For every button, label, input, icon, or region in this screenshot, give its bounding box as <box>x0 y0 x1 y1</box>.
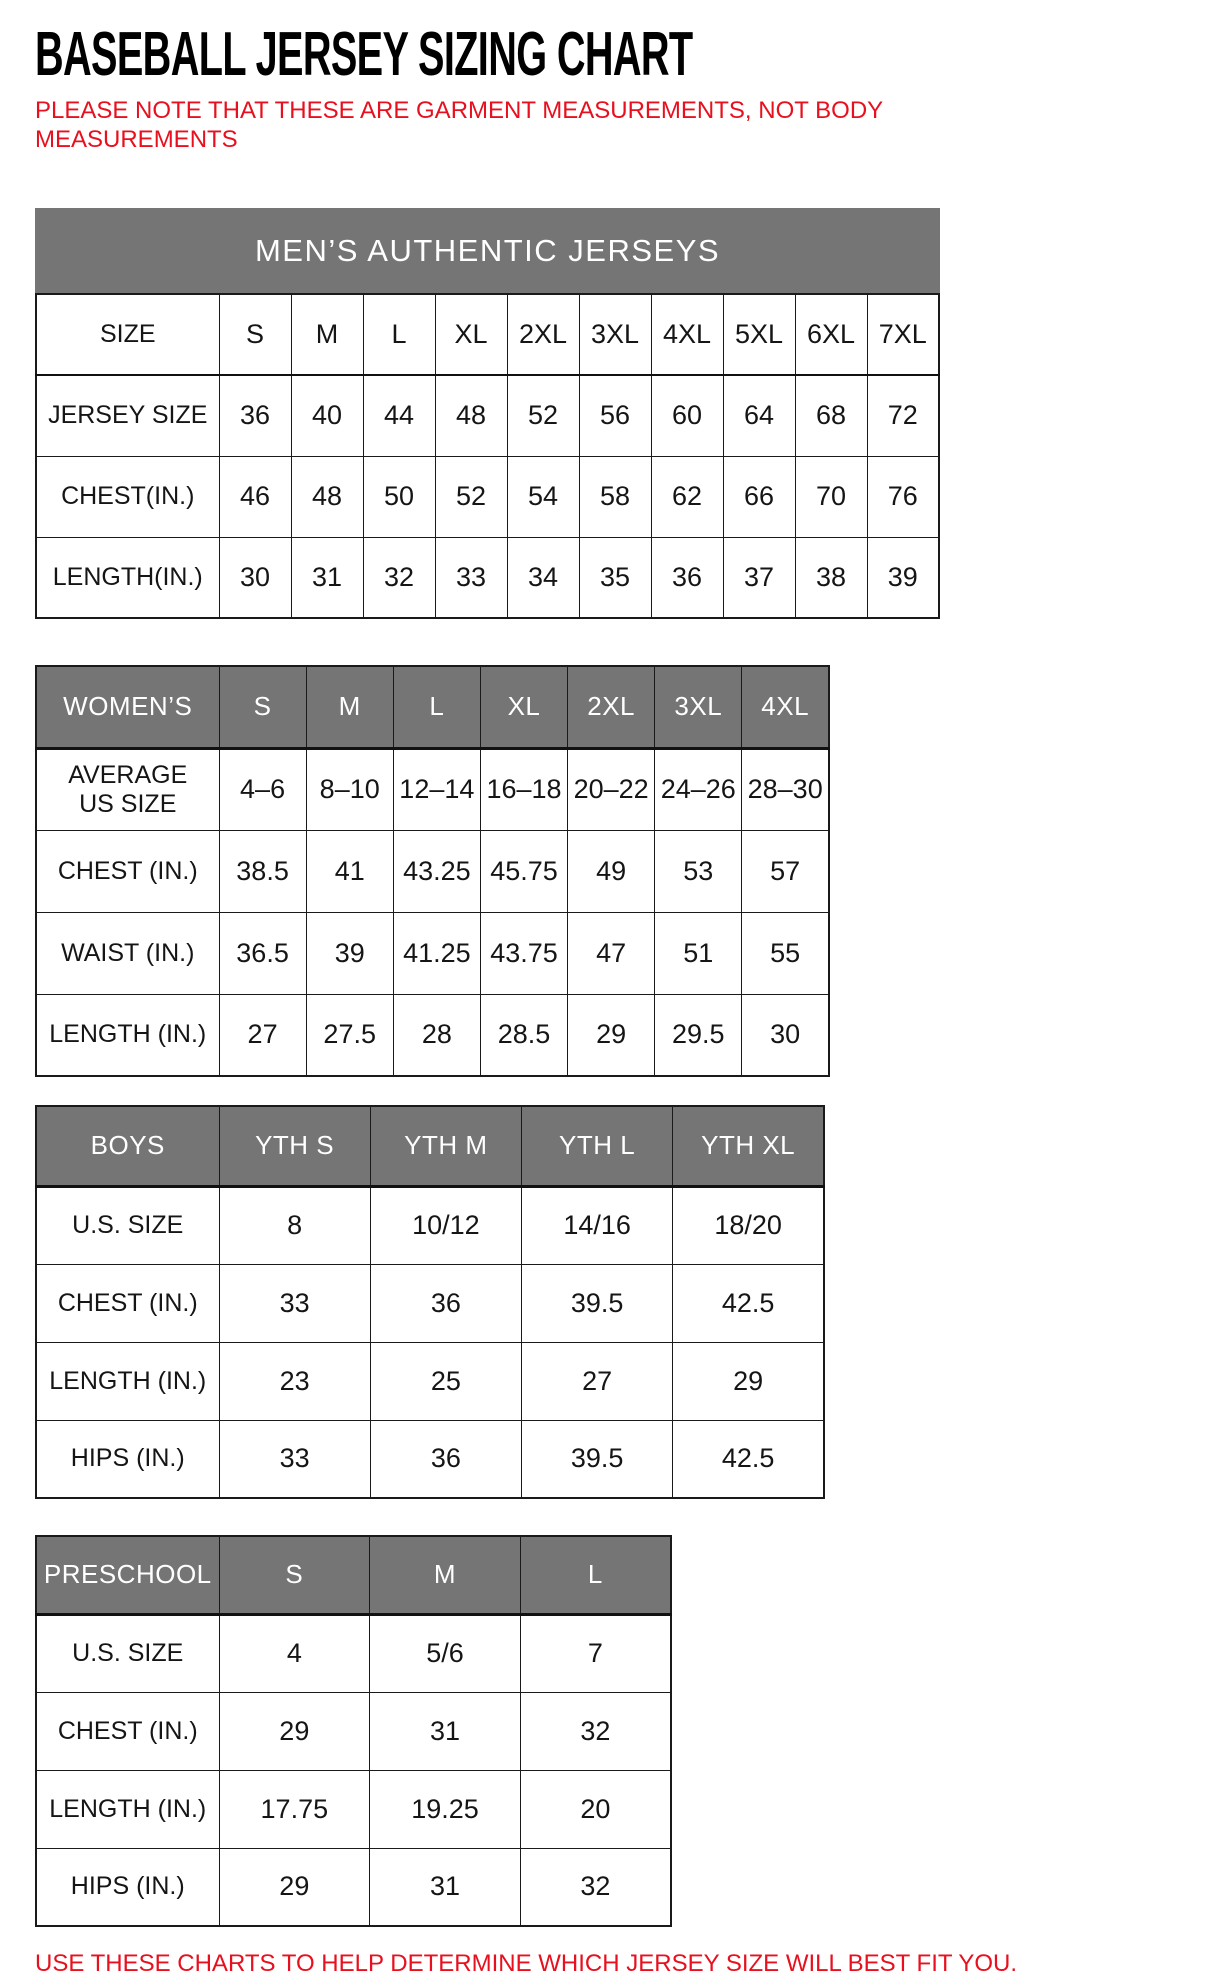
value-cell: 38 <box>795 537 867 618</box>
value-cell: 56 <box>579 375 651 456</box>
value-cell: 24–26 <box>655 748 742 830</box>
table-row <box>36 1614 671 1692</box>
value-cell: 34 <box>507 537 579 618</box>
value-cell: 70 <box>795 456 867 537</box>
value-cell: 33 <box>435 537 507 618</box>
value-cell: 39.5 <box>522 1264 673 1342</box>
preschool-sizing-table <box>35 1535 672 1927</box>
value-cell: 72 <box>867 375 939 456</box>
value-cell: 32 <box>520 1692 671 1770</box>
value-cell: 39.5 <box>522 1420 673 1498</box>
table-row <box>36 456 939 537</box>
row-label-cell: AVERAGE US SIZE <box>36 748 219 830</box>
row-label-cell: U.S. SIZE <box>36 1186 219 1264</box>
value-cell: 39 <box>306 912 393 994</box>
value-cell: 39 <box>867 537 939 618</box>
value-cell: 41 <box>306 830 393 912</box>
value-cell: 30 <box>219 537 291 618</box>
table-row <box>36 537 939 618</box>
value-cell: 32 <box>363 537 435 618</box>
value-cell: S <box>219 1536 370 1614</box>
value-cell: 4 <box>219 1614 370 1692</box>
value-cell: YTH S <box>219 1106 370 1186</box>
value-cell: 29 <box>219 1692 370 1770</box>
value-cell: 58 <box>579 456 651 537</box>
row-label-cell: PRESCHOOL <box>36 1536 219 1614</box>
value-cell: 36 <box>370 1264 521 1342</box>
value-cell: YTH M <box>370 1106 521 1186</box>
value-cell: 43.25 <box>393 830 480 912</box>
value-cell: 64 <box>723 375 795 456</box>
value-cell: 2XL <box>507 294 579 375</box>
row-label-cell: CHEST (IN.) <box>36 1692 219 1770</box>
value-cell: 27 <box>522 1342 673 1420</box>
value-cell: 4XL <box>651 294 723 375</box>
value-cell: 27.5 <box>306 994 393 1076</box>
footer-note: USE THESE CHARTS TO HELP DETERMINE WHICH JERSEY SIZE WILL BEST FIT YOU. <box>35 1950 1018 1974</box>
value-cell: 7 <box>520 1614 671 1692</box>
table-row <box>36 912 829 994</box>
row-label-cell: LENGTH (IN.) <box>36 1342 219 1420</box>
value-cell: 20–22 <box>568 748 655 830</box>
table-row <box>36 1848 671 1926</box>
value-cell: L <box>520 1536 671 1614</box>
row-label-cell: CHEST (IN.) <box>36 830 219 912</box>
value-cell: 2XL <box>568 666 655 748</box>
value-cell: 66 <box>723 456 795 537</box>
value-cell: 45.75 <box>480 830 567 912</box>
value-cell: 4XL <box>742 666 829 748</box>
header-row <box>36 294 939 375</box>
row-label-cell: LENGTH(IN.) <box>36 537 219 618</box>
value-cell: 27 <box>219 994 306 1076</box>
value-cell: 55 <box>742 912 829 994</box>
row-label-cell: JERSEY SIZE <box>36 375 219 456</box>
value-cell: 29 <box>673 1342 824 1420</box>
value-cell: M <box>291 294 363 375</box>
value-cell: 8–10 <box>306 748 393 830</box>
value-cell: 41.25 <box>393 912 480 994</box>
value-cell: YTH L <box>522 1106 673 1186</box>
row-label-cell: LENGTH (IN.) <box>36 994 219 1076</box>
value-cell: 51 <box>655 912 742 994</box>
table-row <box>36 994 829 1076</box>
value-cell: 4–6 <box>219 748 306 830</box>
value-cell: 42.5 <box>673 1264 824 1342</box>
value-cell: 12–14 <box>393 748 480 830</box>
value-cell: L <box>393 666 480 748</box>
value-cell: 44 <box>363 375 435 456</box>
value-cell: 38.5 <box>219 830 306 912</box>
value-cell: 48 <box>291 456 363 537</box>
value-cell: 30 <box>742 994 829 1076</box>
value-cell: 36.5 <box>219 912 306 994</box>
value-cell: 32 <box>520 1848 671 1926</box>
value-cell: 25 <box>370 1342 521 1420</box>
preschool-table-section <box>35 1535 672 1927</box>
table-row <box>36 1692 671 1770</box>
value-cell: 42.5 <box>673 1420 824 1498</box>
mens-sizing-table <box>35 293 940 619</box>
table-row <box>36 375 939 456</box>
header-row <box>36 1106 824 1186</box>
header-row <box>36 1536 671 1614</box>
row-label-cell: WAIST (IN.) <box>36 912 219 994</box>
value-cell: 52 <box>507 375 579 456</box>
value-cell: 48 <box>435 375 507 456</box>
value-cell: 31 <box>291 537 363 618</box>
value-cell: 31 <box>370 1848 521 1926</box>
value-cell: 28 <box>393 994 480 1076</box>
page-title <box>35 20 1185 89</box>
value-cell: XL <box>435 294 507 375</box>
value-cell: 50 <box>363 456 435 537</box>
value-cell: 35 <box>579 537 651 618</box>
row-label-cell: HIPS (IN.) <box>36 1848 219 1926</box>
value-cell: 76 <box>867 456 939 537</box>
value-cell: 3XL <box>655 666 742 748</box>
value-cell: 37 <box>723 537 795 618</box>
value-cell: 19.25 <box>370 1770 521 1848</box>
womens-table-section <box>35 665 830 1077</box>
table-row <box>36 748 829 830</box>
row-label-cell: CHEST(IN.) <box>36 456 219 537</box>
row-label-cell: LENGTH (IN.) <box>36 1770 219 1848</box>
row-label-cell: HIPS (IN.) <box>36 1420 219 1498</box>
table-row <box>36 1770 671 1848</box>
boys-sizing-table <box>35 1105 825 1499</box>
value-cell: 62 <box>651 456 723 537</box>
mens-authentic-jerseys-banner: MEN’S AUTHENTIC JERSEYS <box>35 208 940 293</box>
value-cell: 17.75 <box>219 1770 370 1848</box>
value-cell: 10/12 <box>370 1186 521 1264</box>
mens-table-section <box>35 208 940 619</box>
value-cell: L <box>363 294 435 375</box>
value-cell: XL <box>480 666 567 748</box>
row-label-cell: BOYS <box>36 1106 219 1186</box>
table-row <box>36 1420 824 1498</box>
value-cell: S <box>219 294 291 375</box>
value-cell: 6XL <box>795 294 867 375</box>
value-cell: 3XL <box>579 294 651 375</box>
table-row <box>36 830 829 912</box>
value-cell: M <box>370 1536 521 1614</box>
garment-measurements-note: PLEASE NOTE THAT THESE ARE GARMENT MEASUREMENTS, NOT BODY MEASUREMENTS <box>35 97 883 153</box>
value-cell: 52 <box>435 456 507 537</box>
value-cell: 28.5 <box>480 994 567 1076</box>
value-cell: 33 <box>219 1264 370 1342</box>
value-cell: 68 <box>795 375 867 456</box>
value-cell: M <box>306 666 393 748</box>
value-cell: 40 <box>291 375 363 456</box>
value-cell: 7XL <box>867 294 939 375</box>
value-cell: S <box>219 666 306 748</box>
table-row <box>36 1264 824 1342</box>
value-cell: 18/20 <box>673 1186 824 1264</box>
value-cell: 33 <box>219 1420 370 1498</box>
value-cell: 60 <box>651 375 723 456</box>
value-cell: 36 <box>370 1420 521 1498</box>
value-cell: 43.75 <box>480 912 567 994</box>
row-label-cell: U.S. SIZE <box>36 1614 219 1692</box>
page-title-text: BASEBALL JERSEY SIZING CHART <box>35 20 693 89</box>
value-cell: 49 <box>568 830 655 912</box>
row-label-cell: CHEST (IN.) <box>36 1264 219 1342</box>
value-cell: 36 <box>219 375 291 456</box>
value-cell: 16–18 <box>480 748 567 830</box>
header-row <box>36 666 829 748</box>
value-cell: 46 <box>219 456 291 537</box>
value-cell: 57 <box>742 830 829 912</box>
value-cell: 54 <box>507 456 579 537</box>
value-cell: 5XL <box>723 294 795 375</box>
boys-table-section <box>35 1105 825 1499</box>
value-cell: 23 <box>219 1342 370 1420</box>
value-cell: 14/16 <box>522 1186 673 1264</box>
value-cell: 8 <box>219 1186 370 1264</box>
value-cell: 20 <box>520 1770 671 1848</box>
value-cell: YTH XL <box>673 1106 824 1186</box>
value-cell: 47 <box>568 912 655 994</box>
value-cell: 29.5 <box>655 994 742 1076</box>
table-row <box>36 1186 824 1264</box>
value-cell: 5/6 <box>370 1614 521 1692</box>
table-row <box>36 1342 824 1420</box>
value-cell: 36 <box>651 537 723 618</box>
row-label-cell: SIZE <box>36 294 219 375</box>
value-cell: 28–30 <box>742 748 829 830</box>
womens-sizing-table <box>35 665 830 1077</box>
value-cell: 29 <box>568 994 655 1076</box>
value-cell: 31 <box>370 1692 521 1770</box>
value-cell: 29 <box>219 1848 370 1926</box>
value-cell: 53 <box>655 830 742 912</box>
row-label-cell: WOMEN’S <box>36 666 219 748</box>
